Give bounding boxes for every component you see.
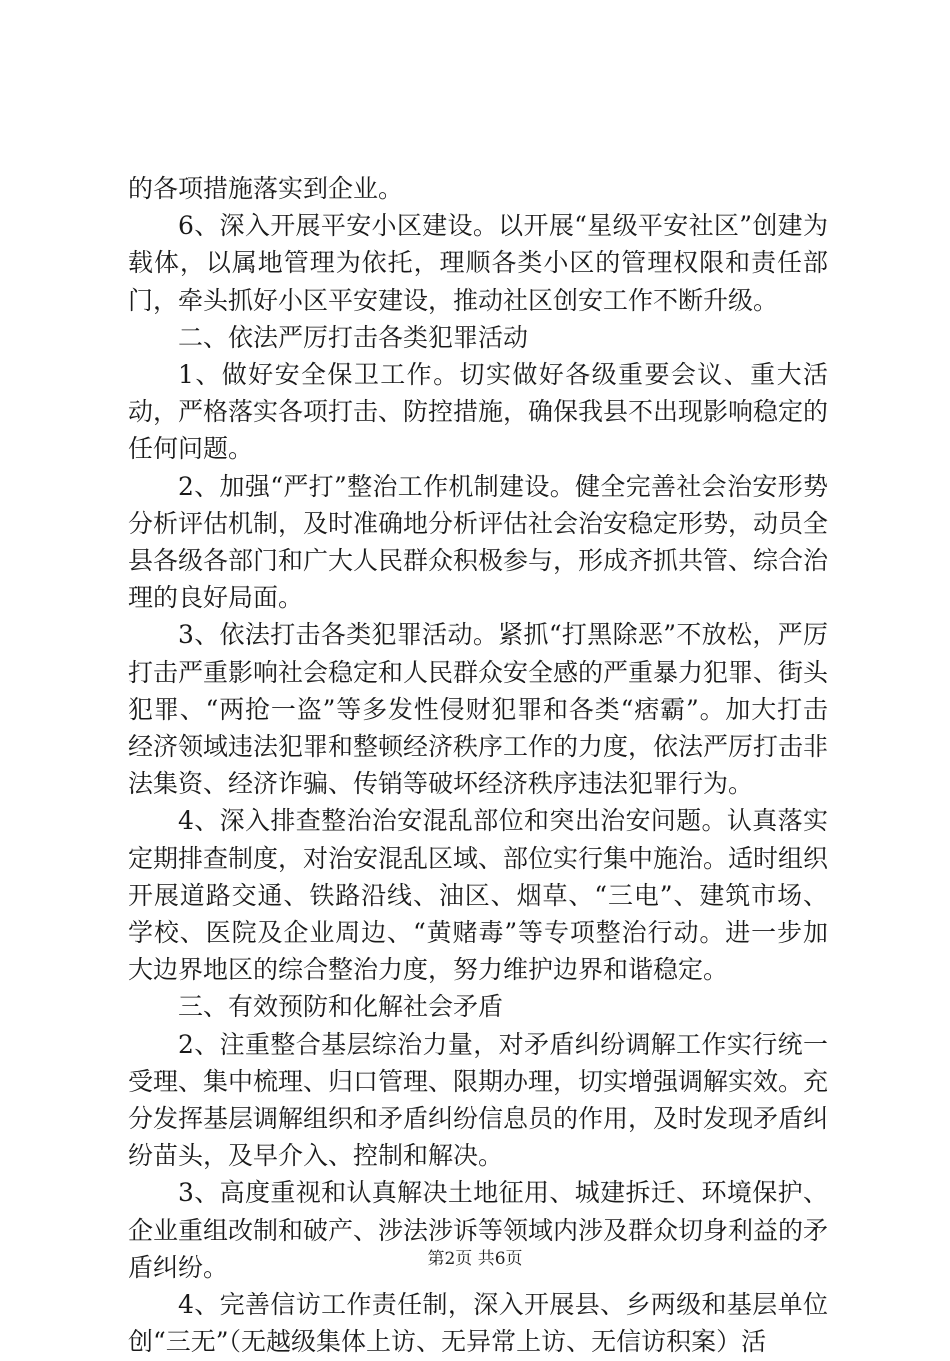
page-number-label: 第2页 共6页 bbox=[427, 1249, 523, 1269]
section-heading-3: 三、有效预防和化解社会矛盾 bbox=[178, 992, 504, 1022]
paragraph-item-3: 3、依法打击各类犯罪活动。紧抓“打黑除恶”不放松，严厉打击严重影响社会稳定和人民群众安全感的严重暴力犯罪、街头犯罪、“两抢一盗”等多发性侵财犯罪和各类“痞霸”。加大打击经济领域违法犯罪和整顿经济秩序工作的力度，依法严厉打击非法集资、经济诈骗、传销等破坏经济秩序违法犯罪行为。 bbox=[128, 620, 829, 799]
paragraph-item-6: 6、深入开展平安小区建设。以开展“星级平安社区”创建为载体，以属地管理为依托，理顺各类小区的管理权限和责任部门，牵头抓好小区平安建设，推动社区创安工作不断升级。 bbox=[128, 211, 828, 315]
paragraph-item-1: 1、做好安全保卫工作。切实做好各级重要会议、重大活动，严格落实各项打击、防控措施，确保我县不出现影响稳定的任何问题。 bbox=[128, 360, 829, 464]
paragraph-item-2: 2、加强“严打”整治工作机制建设。健全完善社会治安形势分析评估机制，及时准确地分析评估社会治安稳定形势，动员全县各级各部门和广大人民群众积极参与，形成齐抓共管、综合治理的良好局面。 bbox=[128, 471, 829, 613]
paragraph-item-4: 4、深入排查整治治安混乱部位和突出治安问题。认真落实定期排查制度，对治安混乱区域、部位实行集中施治。适时组织开展道路交通、铁路沿线、油区、烟草、“三电”、建筑市场、学校、医院及企业周边、“黄赌毒”等专项整治行动。进一步加大边界地区的综合整治力度，努力维护边界和谐稳定。 bbox=[128, 806, 829, 985]
document-body bbox=[128, 170, 828, 1361]
paragraph-item-4b: 4、完善信访工作责任制，深入开展县、乡两级和基层单位创“三无”（无越级集体上访、无异常上访、无信访积案）活 bbox=[128, 1290, 828, 1357]
page-footer bbox=[0, 1244, 950, 1269]
paragraph-item-3b: 3、高度重视和认真解决土地征用、城建拆迁、环境保护、企业重组改制和破产、涉法涉诉等领域内涉及群众切身利益的矛盾纠纷。 bbox=[128, 1178, 829, 1282]
section-heading-2: 二、依法严厉打击各类犯罪活动 bbox=[178, 322, 529, 352]
paragraph-item-2b: 2、注重整合基层综治力量，对矛盾纠纷调解工作实行统一受理、集中梳理、归口管理、限期办理，切实增强调解实效。充分发挥基层调解组织和矛盾纠纷信息员的作用，及时发现矛盾纠纷苗头，及早介入、控制和解决。 bbox=[128, 1029, 829, 1171]
paragraph-continuation: 的各项措施落实到企业。 bbox=[128, 174, 404, 203]
